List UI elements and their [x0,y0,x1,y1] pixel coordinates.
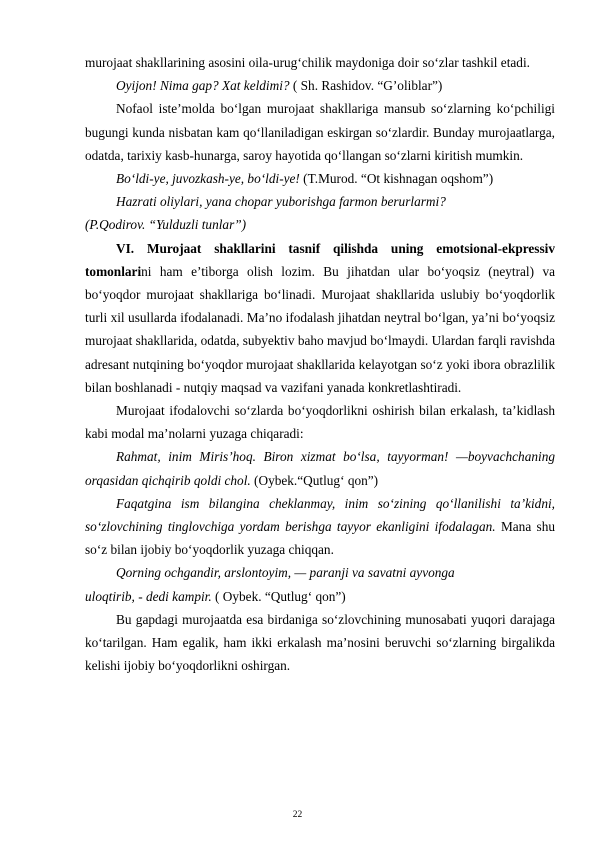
quote-source: (T.Murod. “Ot kishnagan oqshom”) [299,171,494,187]
quote-text: Qorning ochgandir, arslontoyim, — paranji va savatni ayvonga [116,565,455,581]
quote-text: uloqtirib, - dedi kampir. [85,588,212,604]
paragraph-text: Mana shu so‘z bilan ijobiy bo‘yoqdorlik yuzaga chiqqan. [85,519,556,558]
paragraph [85,492,555,562]
section-paragraph [85,237,555,399]
quote-text: Hazrati oliylari, yana chopar yuborishga farmon berurlarmi? [116,194,446,210]
quote-line [85,74,555,97]
heading-suffix: ni [141,263,152,279]
quote-line [85,445,555,491]
page-body [85,51,555,677]
quote-text: Rahmat, inim Miris’hoq. Biron xizmat bo‘lsa, tayyorman! —boyvachchaning orqasidan qichqirib qoldi chol. [85,449,555,488]
quote-text: Oyijon! Nima gap? Xat keldimi? [116,78,290,94]
quote-text: Bo‘ldi-ye, juvozkash-ye, bo‘ldi-ye! [116,171,300,187]
paragraph: Nofaol iste’molda bo‘lgan murojaat shakllariga mansub so‘zlarning ko‘pchiligi bugungi kunda nisbatan kam qo‘llaniladigan eskirgan so‘zlardir. Bunday murojaatlarga, odatda, tarixiy kasb-hunarga, saroy hayotida qo‘llangan so‘zlarni kiritish mumkin. [85,101,555,163]
quote-line [85,585,555,608]
section-heading: VI. Murojaat shakllarini tasnif qilishda uning emotsional-ekpressiv tomonlari [85,240,555,279]
section-text: ham e’tiborga olish lozim. Bu jihatdan ular bo‘yoqsiz (neytral) va bo‘yoqdor murojaat shakllariga bo‘linadi. Murojaat shakllarida uslubiy bo‘yoqdorlik turli xil usullarda ifodalanadi. Ma’no ifodalash jihatdan neytral bo‘lgan, ya’ni bo‘yoqsiz murojaat shakllarida, odatda, subyektiv baho mavjud bo‘lmaydi. Ulardan farqli ravishda adresant nutqining bo‘yoqdor murojaat shakllarida kelayotgan so‘z yoki ibora obrazlilik bilan boshlanadi - nutqiy maqsad va vazifani yanada konkretlashtiradi. [85,263,555,395]
quote-source: ( Sh. Rashidov. “G’oliblar”) [289,78,443,94]
quote-source: ( Oybek. “Qutlug‘ qon”) [211,588,346,604]
emphasized-text: Faqatgina ism bilangina cheklanmay, inim so‘zining qo‘llanilishi ta’kidni, so‘zlovchining tinglovchiga yordam berishga tayyor ekanligini ifodalagan. [85,495,555,535]
quote-source: (Oybek.“Qutlug‘ qon”) [250,472,379,488]
paragraph: Bu gapdagi murojaatda esa birdaniga so‘zlovchining munosabati yuqori darajaga ko‘tarilgan. Ham egalik, ham ikki erkalash ma’nosini beruvchi so‘zlarning birgalikda kelishi ijobiy bo‘yoqdorlikni oshirgan. [85,611,555,674]
paragraph: murojaat shakllarining asosini oila-urug‘chilik maydoniga doir so‘zlar tashkil etadi. [85,55,530,70]
quote-line [85,167,555,190]
paragraph: Murojaat ifodalovchi so‘zlarda bo‘yoqdorlikni oshirish bilan erkalash, ta’kidlash kabi modal ma’nolarni yuzaga chiqaradi: [85,403,555,442]
page-number: 22 [292,810,303,820]
quote-source: (P.Qodirov. “Yulduzli tunlar”) [85,217,247,233]
